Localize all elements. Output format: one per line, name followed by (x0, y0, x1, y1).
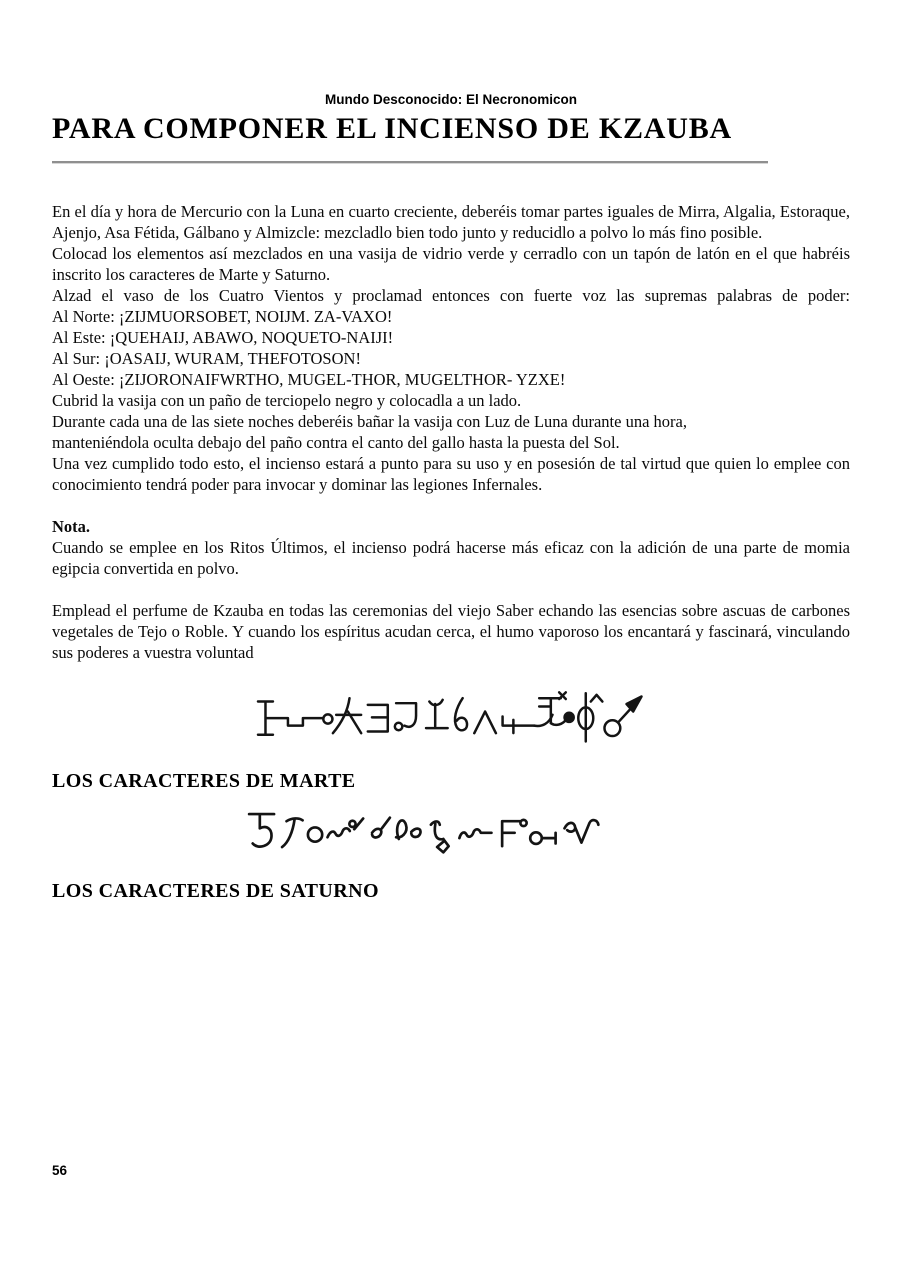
section-heading-saturno: LOS CARACTERES DE SATURNO (52, 880, 379, 902)
mars-characters-sigil-image (253, 688, 644, 745)
running-header: Mundo Desconocido: El Necronomicon (324, 92, 577, 107)
note-body: Cuando se emplee en los Ritos Últimos, el incienso podrá hacerse más eficaz con la adición de una parte de momia egipcia convertida en polvo. (52, 538, 850, 578)
paragraph-manteniendola: manteniéndola oculta debajo del paño contra el canto del gallo hasta la puesta del Sol. (52, 433, 620, 452)
title-divider (52, 161, 768, 164)
paragraph-vessel: Colocad los elementos así mezclados en una vasija de vidrio verde y cerradlo con un tapón de latón en el que habréis inscrito los caracteres de Marte y Saturno. (52, 244, 850, 284)
body-text (52, 201, 850, 663)
page-number: 56 (52, 1163, 68, 1178)
saturn-characters-sigil-image (242, 805, 634, 857)
paragraph-cubrid: Cubrid la vasija con un paño de terciopelo negro y colocadla a un lado. (52, 391, 522, 410)
invocation-south: Al Sur: ¡OASAIJ, WURAM, THEFOTOSON! (52, 349, 361, 368)
paragraph-alzad: Alzad el vaso de los Cuatro Vientos y proclamad entonces con fuerte voz las supremas palabras de poder: (52, 286, 850, 305)
paragraph-emplead: Emplead el perfume de Kzauba en todas las ceremonias del viejo Saber echando las esencias sobre ascuas de carbones vegetales de Tejo o Roble. Y cuando los espíritus acudan cerca, el humo vaporoso los encantará y fascinará, vinculando sus poderes a vuestra voluntad (52, 601, 850, 662)
invocation-north: Al Norte: ¡ZIJMUORSOBET, NOIJM. ZA-VAXO! (52, 307, 393, 326)
invocation-east: Al Este: ¡QUEHAIJ, ABAWO, NOQUETO-NAIJI! (52, 328, 394, 347)
page-title: PARA COMPONER EL INCIENSO DE KZAUBA (52, 112, 733, 145)
saturn-sigil-row (242, 805, 850, 862)
section-heading-marte: LOS CARACTERES DE MARTE (52, 770, 356, 792)
invocation-west: Al Oeste: ¡ZIJORONAIFWRTHO, MUGEL-THOR, MUGELTHOR- YZXE! (52, 370, 566, 389)
note-label: Nota. (52, 517, 91, 536)
paragraph-una-vez: Una vez cumplido todo esto, el incienso estará a punto para su uso y en posesión de tal virtud que quien lo emplee con conocimiento tendrá poder para invocar y dominar las legiones Infernales. (52, 454, 850, 494)
spacer (52, 579, 850, 600)
mars-sigil-row (253, 688, 850, 750)
spacer (52, 495, 850, 516)
paragraph-durante: Durante cada una de las siete noches deberéis bañar la vasija con Luz de Luna durante una hora, (52, 412, 687, 431)
paragraph-ingredients: En el día y hora de Mercurio con la Luna en cuarto creciente, deberéis tomar partes iguales de Mirra, Algalia, Estoraque, Ajenjo, Asa Fétida, Gálbano y Almizcle: mezcladlo bien todo junto y reducidlo a polvo lo más fino posible. (52, 202, 850, 242)
